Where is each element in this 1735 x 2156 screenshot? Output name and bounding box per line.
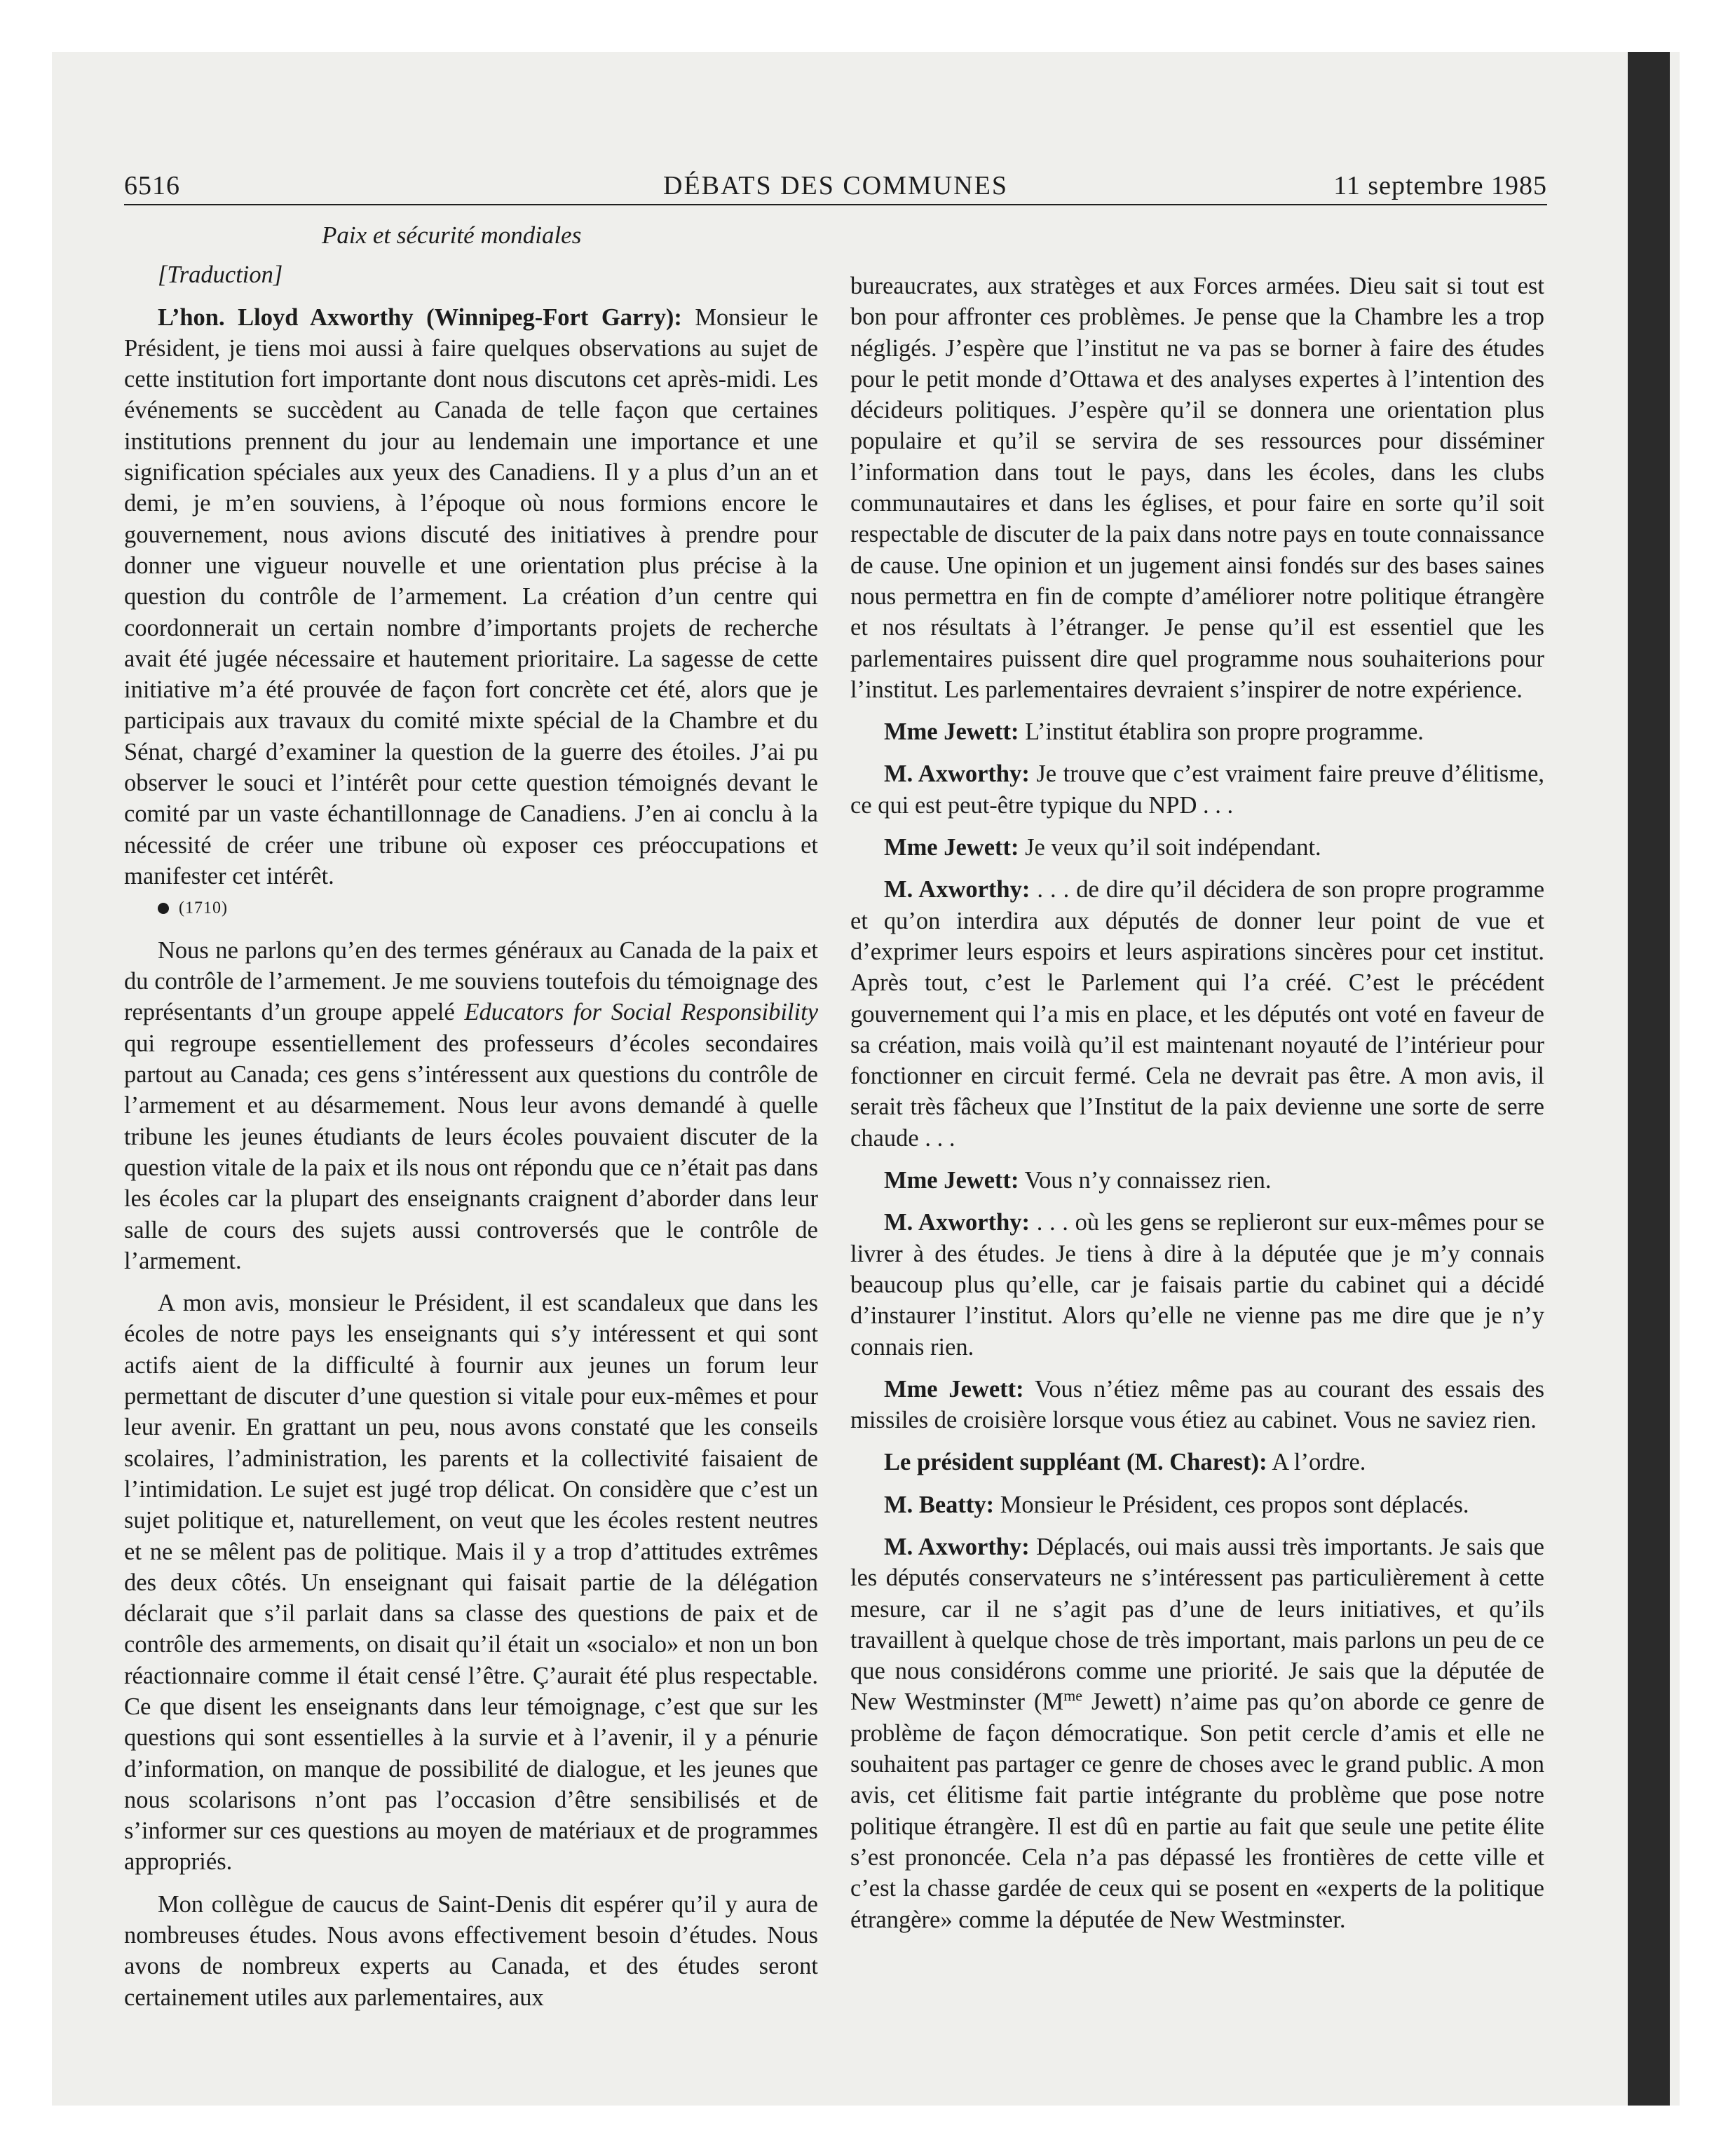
time-marker: (1710) bbox=[124, 892, 818, 924]
header-rule bbox=[124, 204, 1547, 205]
speech-paragraph: bureaucrates, aux stratèges et aux Forces armées. Dieu sait si tout est bon pour affronter ces problèmes. Je pense que la Chambre les a trop négligés. J’espère que l’institut ne va pas se borner à faire des études pour le petit monde d’Ottawa et des analyses expertes à l’intention des décideurs politiques. J’espère qu’il se donnera une orientation plus populaire et qu’il se servira de ses ressources pour disséminer l’information dans tout le pays, dans les écoles, dans les clubs communautaires et dans les églises, et pour faire en sorte qu’il soit respectable de discuter de la paix dans notre pays en toute connaissance de cause. Une opinion et un jugement ainsi fondés sur des bases saines nous permettra en fin de compte d’améliorer notre politique étrangère et nos résultats à l’étranger. Je pense qu’il est essentiel que les parlementaires puissent dire quel programme nous souhaiterions pour l’institut. Les parlementaires devraient s’inspirer de notre expérience. bbox=[850, 273, 1544, 703]
speaker-name: M. Axworthy: bbox=[884, 760, 1030, 788]
page-number: 6516 bbox=[124, 171, 180, 200]
speech-paragraph: A mon avis, monsieur le Président, il est scandaleux que dans les écoles de notre pays les enseignants qui s’y intéressent et qui sont actifs aient de la difficulté à fournir aux jeunes un forum leur permettant de discuter d’une question si vitale pour eux-mêmes et pour leur avenir. En grattant un peu, nous avons constaté que les conseils scolaires, l’administration, les parents et la collectivité faisaient de l’intimidation. Le sujet est jugé trop délicat. On considère que c’est un sujet politique et, naturellement, on veut que les écoles restent neutres et ne se mêlent pas de politique. Mais il y a trop d’attitudes extrêmes des deux côtés. Un enseignant qui faisait partie de la délégation déclarait que s’il parlait dans sa classe des questions de paix et de contrôle des armements, on disait qu’il était un «socialo» et non un bon réactionnaire comme il était censé l’être. Ç’aurait été plus respectable. Ce que disent les enseignants dans leur témoignage, c’est que sur les questions qui sont essentielles à la survie et à l’avenir, il y a pénurie d’information, on manque de possibilité de dialogue, et les jeunes que nous scolarisons n’ont pas l’occasion d’être sensibilisés et de s’informer sur ces questions au moyen de matériaux et de programmes appropriés. bbox=[124, 1290, 818, 1876]
left-column bbox=[124, 220, 818, 2024]
binding-edge bbox=[1628, 52, 1670, 2106]
publication-title: DÉBATS DES COMMUNES bbox=[663, 171, 1008, 200]
speaker-name: Le président suppléant (M. Charest): bbox=[884, 1449, 1267, 1476]
publication-date: 11 septembre 1985 bbox=[1333, 171, 1547, 200]
speaker-name: M. Axworthy: bbox=[884, 1209, 1030, 1236]
speech-paragraph bbox=[850, 832, 1544, 863]
speech-paragraph bbox=[850, 1447, 1544, 1478]
translation-label: [Traduction] bbox=[158, 261, 283, 289]
speech-paragraph bbox=[850, 1374, 1544, 1436]
speech-text: Vous n’étiez même pas au courant des essais des missiles de croisière lorsque vous étiez au cabinet. Vous ne saviez rien. bbox=[850, 1375, 1544, 1434]
speech-text: Vous n’y connaissez rien. bbox=[1024, 1167, 1272, 1194]
speech-paragraph: M. Axworthy: Déplacés, oui mais aussi très importants. Je sais que les députés conservateurs ne s’intéressent pas particulièrement à cette mesure, car il ne s’agit pas d’une de leurs initiatives, et qu’ils travaillent à quelque chose de très important, mais parlons un peu de ce que nous considérons comme une priorité. Je sais que la députée de New Westminster ($M^{me}$ Jewett) n’aime pas qu’on aborde ce genre de problème de façon démocratique. Son petit cercle d’amis et elle ne souhaitent pas partager ce genre de choses avec le grand public. A mon avis, cet élitisme fait partie intégrante du problème que pose notre politique étrangère. Il est dû en partie au fait que seule une petite élite s’est prononcée. Cela n’a pas dépassé les frontières de cette ville et c’est la chasse gardée de ceux qui se posent en «experts de la politique étrangère» comme la députée de New Westminster. bbox=[850, 1533, 1545, 1933]
speech-paragraph bbox=[850, 1207, 1544, 1362]
speech-text: Monsieur le Président, ces propos sont déplacés. bbox=[1000, 1491, 1469, 1518]
speech-text: Je trouve que c’est vraiment faire preuve d’élitisme, ce qui est peut-être typique du NPD . . . bbox=[850, 760, 1545, 819]
speaker-name: Mme Jewett: bbox=[884, 1167, 1019, 1194]
right-column bbox=[850, 271, 1544, 1946]
speaker-name: M. Axworthy: bbox=[884, 1533, 1030, 1560]
speech-text: L’institut établira son propre programme. bbox=[1025, 718, 1424, 746]
speech-text: A l’ordre. bbox=[1272, 1449, 1366, 1476]
speech-text: Monsieur le Président, je tiens moi aussi à faire quelques observations au sujet de cette institution fort importante dont nous discutons cet après-midi. Les événements se succèdent au Canada de telle façon que certaines institutions prennent du jour au lendemain une importance et une signification spéciales aux yeux des Canadiens. Il y a plus d’un an et demi, je m’en souviens, à l’époque où nous formions encore le gouvernement, nous avions discuté des initiatives à prendre pour donner une vigueur nouvelle et une orientation plus précise à la question du contrôle de l’armement. La création d’un centre qui coordonnerait un certain nombre d’importants projets de recherche avait été jugée nécessaire et hautement prioritaire. La sagesse de cette initiative m’a été prouvée de façon fort concrète cet été, alors que je participais aux travaux du comité mixte spécial de la Chambre et du Sénat, chargé d’examiner la question de la guerre des étoiles. J’ai pu observer le souci et l’intérêt pour cette question témoignés devant le comité par un vaste échantillonnage de Canadiens. J’en ai conclu à la nécessité de créer une tribune où exposer ces préoccupations et manifester cet intérêt. bbox=[124, 303, 819, 889]
speaker-name: Mme Jewett: bbox=[884, 834, 1019, 861]
exchange-list bbox=[850, 716, 1544, 1520]
speech-paragraph: Mon collègue de caucus de Saint-Denis dit espérer qu’il y aura de nombreuses études. Nous avons effectivement besoin d’études. Nous avons de nombreux experts au Canada, et des études seront certainement utiles aux parlementaires, aux bbox=[124, 1890, 818, 2011]
speech-paragraph bbox=[850, 1489, 1544, 1520]
speech-paragraph bbox=[850, 716, 1544, 747]
speaker-name: Mme Jewett: bbox=[884, 718, 1019, 746]
speech-paragraph bbox=[850, 874, 1544, 1154]
speaker-name: L’hon. Lloyd Axworthy (Winnipeg-Fort Garry): bbox=[158, 303, 682, 331]
speech-text: Je veux qu’il soit indépendant. bbox=[1025, 834, 1321, 861]
speech-paragraph bbox=[124, 302, 818, 892]
bullet-icon bbox=[158, 903, 169, 914]
speech-paragraph bbox=[850, 1165, 1544, 1196]
section-title: Paix et sécurité mondiales bbox=[322, 221, 582, 249]
speech-text: . . . où les gens se replieront sur eux-mêmes pour se livrer à des études. Je tiens à dire à la députée que je m’y connais beaucoup plus qu’elle, car je faisais partie du cabinet qui a décidé d’instaurer l’institut. Alors qu’elle ne vienne pas me dire que je n’y connais rien. bbox=[850, 1209, 1545, 1360]
speaker-name: Mme Jewett: bbox=[884, 1375, 1024, 1403]
speaker-name: M. Beatty: bbox=[884, 1491, 995, 1518]
speech-paragraph: Nous ne parlons qu’en des termes généraux au Canada de la paix et du contrôle de l’armement. Je me souviens toutefois du témoignage des représentants d’un groupe appelé Educators for Social Responsibility qui regroupe essentiellement des professeurs d’écoles secondaires partout au Canada; ces gens s’intéressent aux questions du contrôle de l’armement et au désarmement. Nous leur avons demandé à quelle tribune les jeunes étudiants de leurs écoles pouvaient discuter de la question vitale de la paix et ils nous ont répondu que ce n’était pas dans les écoles car la plupart des enseignants craignent d’aborder dans leur salle de cours des sujets aussi controversés que le contrôle de l’armement. bbox=[124, 936, 819, 1274]
group-name: Educators for Social Responsibility bbox=[464, 999, 819, 1026]
running-header bbox=[124, 170, 1547, 204]
speech-paragraph bbox=[850, 758, 1544, 821]
speaker-name: M. Axworthy: bbox=[884, 876, 1030, 903]
speech-text: . . . de dire qu’il décidera de son propre programme et qu’on interdira aux députés de donner leur point de vue et d’exprimer leurs espoirs et leurs aspirations sincères pour cet institut. Après tout, c’est le Parlement qui l’a créé. C’est le précédent gouvernement qui l’a mis en place, et les députés ont voté en faveur de sa création, mais voilà qu’il est maintenant noyauté de l’intérieur pour fonctionner en circuit fermé. Cela ne devrait pas être. A mon avis, il serait très fâcheux que l’Institut de la paix devienne une sorte de serre chaude . . . bbox=[850, 876, 1545, 1152]
